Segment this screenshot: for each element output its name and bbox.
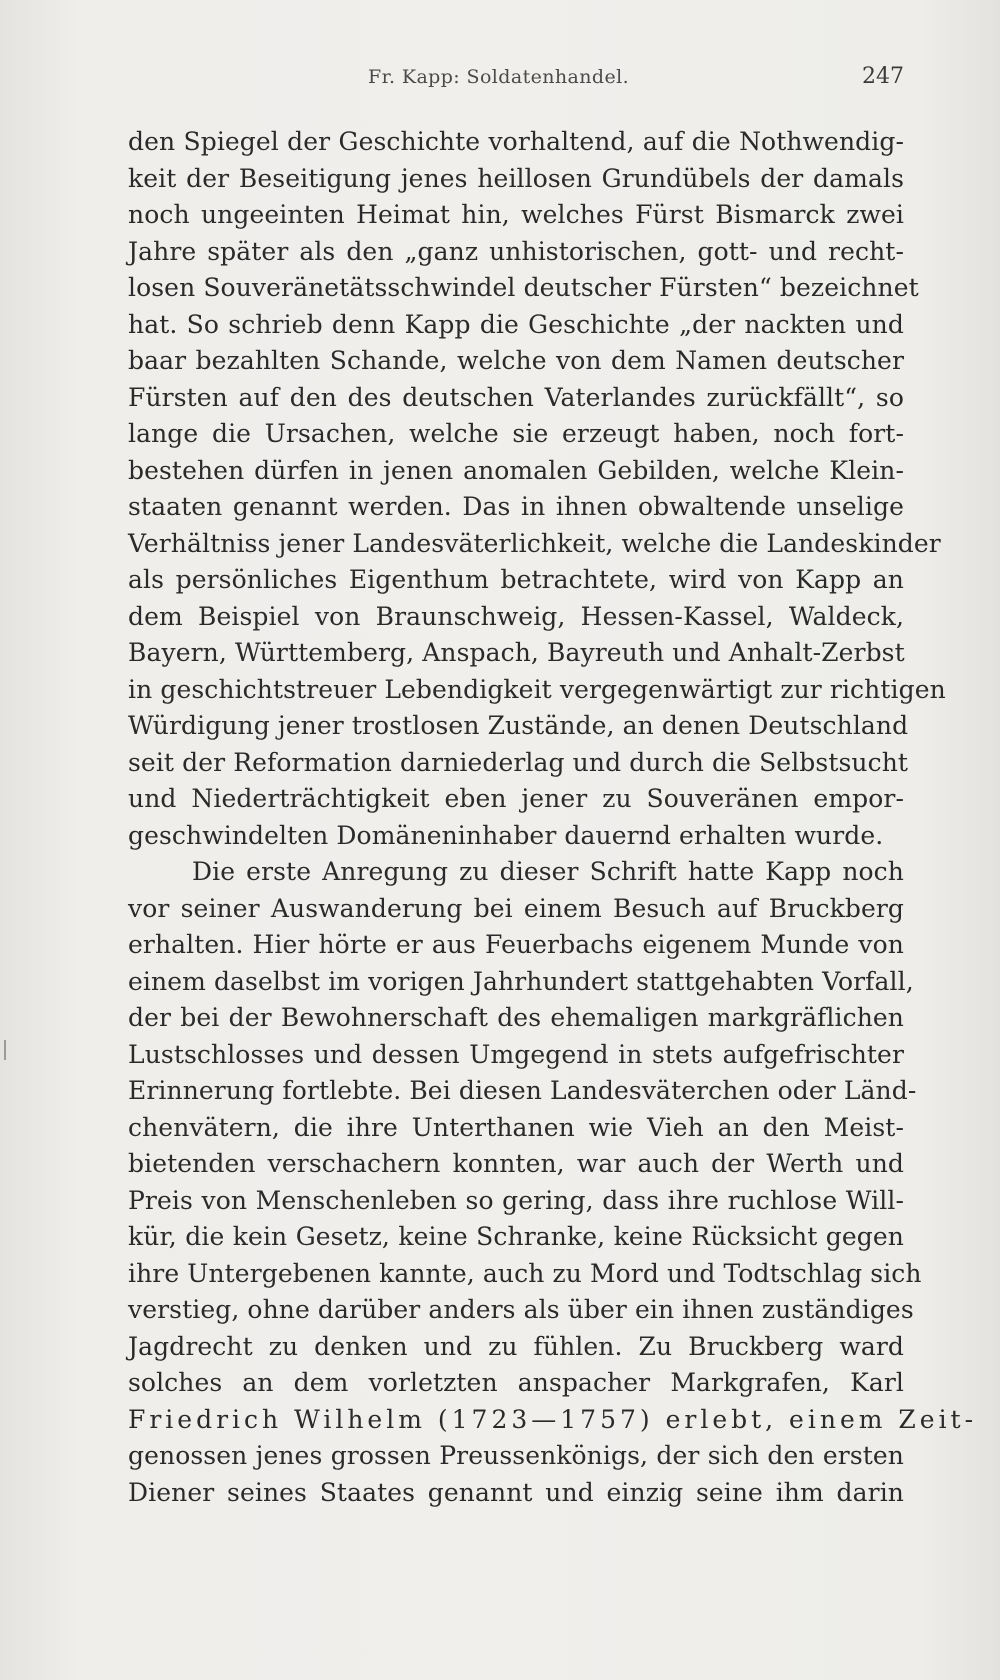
text-line: Lustschlosses und dessen Umgegend in stets aufgefrischter	[128, 1039, 904, 1069]
text-line: baar bezahlten Schande, welche von dem Namen deutscher	[128, 346, 904, 375]
page-edge-mark	[4, 1040, 6, 1060]
text-line: losen Souveränetätsschwindel deutscher Fürsten“ bezeichnet	[128, 273, 919, 302]
text-line: kür, die kein Gesetz, keine Schranke, keine Rücksicht gegen	[128, 1222, 904, 1251]
running-title: Fr. Kapp: Soldatenhandel.	[368, 66, 630, 88]
text-line: Fürsten auf den des deutschen Vaterlandes zurückfällt“, so	[128, 382, 904, 412]
text-line: der bei der Bewohnerschaft des ehemaligen markgräflichen	[128, 1003, 904, 1032]
text-line: erhalten. Hier hörte er aus Feuerbachs eigenem Munde von	[128, 930, 904, 959]
text-line: chenvätern, die ihre Unterthanen wie Vieh an den Meist-	[128, 1112, 904, 1142]
text-line: vor seiner Auswanderung bei einem Besuch auf Bruckberg	[128, 893, 904, 923]
text-line: Jagdrecht zu denken und zu fühlen. Zu Bruckberg ward	[128, 1331, 904, 1361]
text-line: solches an dem vorletzten anspacher Markgrafen, Karl	[128, 1368, 904, 1397]
text-line: dem Beispiel von Braunschweig, Hessen-Kassel, Waldeck,	[128, 601, 904, 631]
text-line: einem daselbst im vorigen Jahrhundert stattgehabten Vorfall,	[128, 966, 914, 996]
text-line: seit der Reformation darniederlag und durch die Selbstsucht	[128, 747, 909, 777]
text-line: keit der Beseitigung jenes heillosen Grundübels der damals	[128, 163, 904, 193]
text-line: Bayern, Württemberg, Anspach, Bayreuth und Anhalt-Zerbst	[128, 638, 905, 667]
text-line: verstieg, ohne darüber anders als über ein ihnen zuständiges	[128, 1295, 914, 1324]
text-line: Preis von Menschenleben so gering, dass ihre ruchlose Will-	[128, 1185, 904, 1215]
text-line: ihre Untergebenen kannte, auch zu Mord und Todtschlag sich	[128, 1258, 922, 1288]
page-header	[128, 66, 904, 96]
text-line: staaten genannt werden. Das in ihnen obwaltende unselige	[128, 492, 904, 521]
text-line: Verhältniss jener Landesväterlichkeit, welche die Landeskinder	[128, 528, 941, 558]
body-text	[128, 124, 978, 1511]
paragraph-end-line: geschwindelten Domäneninhaber dauernd erhalten wurde.	[128, 820, 884, 850]
text-line: Jahre später als den „ganz unhistorischen, gott- und recht-	[128, 236, 904, 266]
text-line: und Niederträchtigkeit eben jener zu Souveränen empor-	[128, 784, 904, 813]
text-line: in geschichtstreuer Lebendigkeit vergegenwärtigt zur richtigen	[128, 674, 946, 704]
text-line: den Spiegel der Geschichte vorhaltend, auf die Nothwendig-	[128, 127, 904, 156]
paragraph-start-line: Die erste Anregung zu dieser Schrift hatte Kapp noch	[192, 857, 904, 886]
text-line: hat. So schrieb denn Kapp die Geschichte „der nackten und	[128, 309, 904, 339]
text-line: noch ungeeinten Heimat hin, welches Fürst Bismarck zwei	[128, 200, 904, 229]
text-line: bietenden verschachern konnten, war auch der Werth und	[128, 1149, 904, 1178]
page-number: 247	[862, 64, 904, 89]
text-line: genossen jenes grossen Preussenkönigs, der sich den ersten	[128, 1441, 904, 1470]
text-line: Erinnerung fortlebte. Bei diesen Landesväterchen oder Länd-	[128, 1076, 917, 1105]
text-line: Friedrich Wilhelm (1723—1757) erlebt, einem Zeit-	[128, 1404, 978, 1434]
text-line: Diener seines Staates genannt und einzig seine ihm darin	[128, 1477, 904, 1507]
text-line: bestehen dürfen in jenen anomalen Gebilden, welche Klein-	[128, 455, 904, 485]
text-line: als persönliches Eigenthum betrachtete, wird von Kapp an	[128, 565, 904, 594]
text-line: Würdigung jener trostlosen Zustände, an denen Deutschland	[128, 711, 909, 740]
text-line: lange die Ursachen, welche sie erzeugt haben, noch fort-	[128, 419, 904, 448]
